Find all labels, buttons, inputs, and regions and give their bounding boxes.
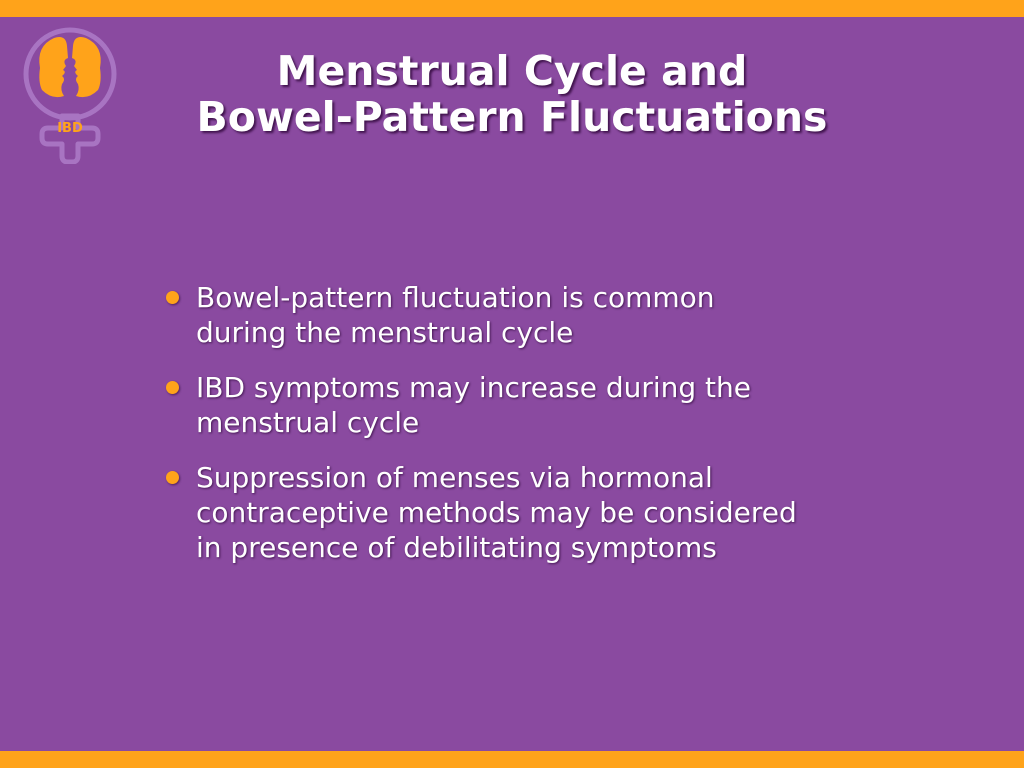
bullet-icon bbox=[166, 381, 179, 394]
slide-title bbox=[150, 48, 874, 140]
bullet-text: Bowel-pattern fluctuation is common during the menstrual cycle bbox=[196, 281, 715, 349]
logo-text: IBD bbox=[57, 121, 83, 136]
bullet-item bbox=[165, 280, 885, 350]
bullet-text: Suppression of menses via hormonal contraceptive methods may be considered in presence of debilitating symptoms bbox=[196, 461, 797, 564]
bullet-text: IBD symptoms may increase during the menstrual cycle bbox=[196, 371, 752, 439]
bullet-list bbox=[165, 280, 885, 585]
bottom-accent-bar bbox=[0, 751, 1024, 768]
top-accent-bar bbox=[0, 0, 1024, 17]
female-symbol-faces-icon bbox=[22, 24, 118, 164]
slide-title-line-2: Bowel-Pattern Fluctuations bbox=[196, 93, 828, 141]
bullet-item bbox=[165, 460, 885, 565]
bullet-icon bbox=[166, 471, 179, 484]
bullet-icon bbox=[166, 291, 179, 304]
ibd-logo bbox=[22, 24, 118, 164]
bullet-item bbox=[165, 370, 885, 440]
slide-title-line-1: Menstrual Cycle and bbox=[276, 47, 748, 95]
